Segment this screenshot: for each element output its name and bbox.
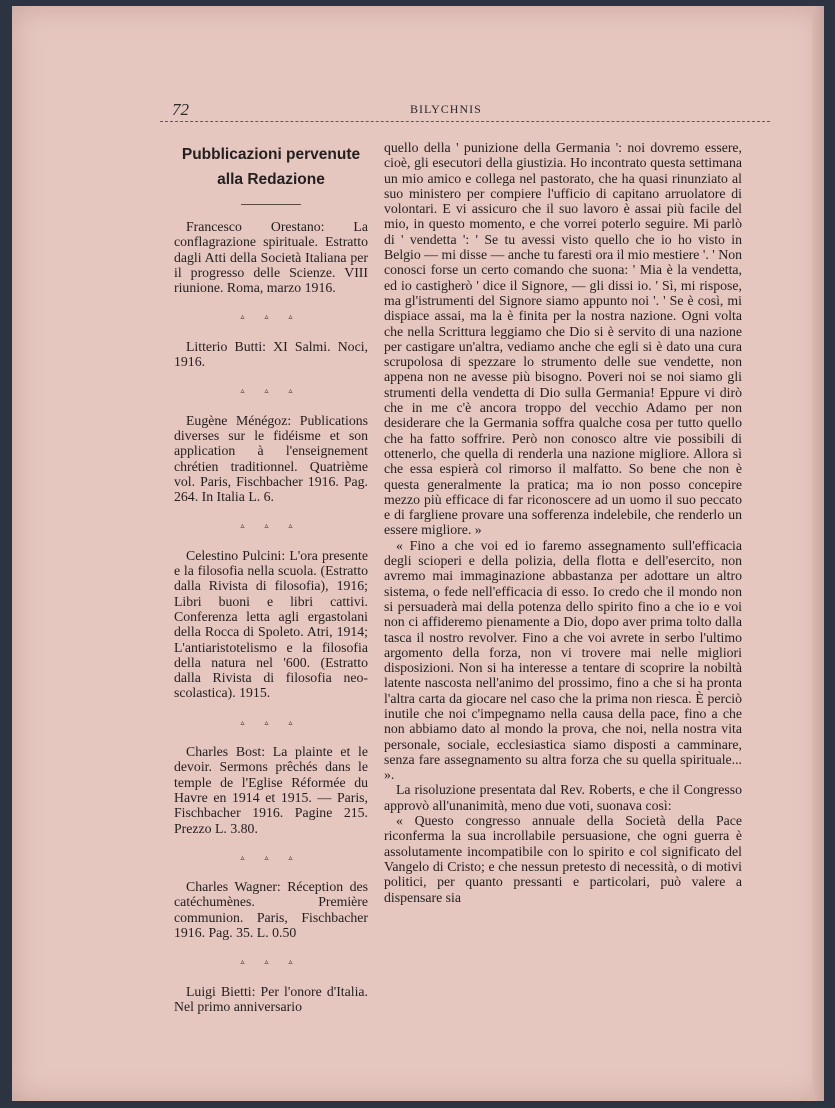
- publication-entry: Charles Bost: La plainte et le devoir. Sermons prêchés dans le temple de l'Eglise Réformée du Havre en 1914 et 1915. — Paris, Fischbacher 1916. Pagine 215. Prezzo L. 3.80.: [174, 744, 368, 836]
- entry-separator: ▵ ▵ ▵: [240, 521, 302, 531]
- entry-separator: ▵ ▵ ▵: [240, 852, 302, 862]
- left-column: [174, 140, 368, 1014]
- publication-entry: Luigi Bietti: Per l'onore d'Italia. Nel primo anniversario: [174, 983, 368, 1014]
- entry-separator: ▵ ▵ ▵: [240, 957, 302, 967]
- publication-entry: Charles Wagner: Réception des catéchumènes. Première communion. Paris, Fischbacher 1916. Pag. 35. L. 0.50: [174, 879, 368, 940]
- page-number: 72: [172, 100, 189, 119]
- publication-entry: Francesco Orestano: La conflagrazione spirituale. Estratto dagli Atti della Società Italiana per il progresso delle Scienze. VIII riunione. Roma, marzo 1916.: [174, 219, 368, 296]
- header-rule: [160, 121, 770, 122]
- entry-separator: ▵ ▵ ▵: [240, 312, 302, 322]
- running-head: BILYCHNIS: [410, 102, 482, 116]
- heading-rule: [241, 204, 301, 205]
- publication-entry: Eugène Ménégoz: Publications diverses sur le fidéisme et son application à l'enseignement chrétien traditionnel. Quatrième vol. Paris, Fischbacher 1916. Pag. 264. In Italia L. 6.: [174, 412, 368, 505]
- body-paragraph: La risoluzione presentata dal Rev. Roberts, e che il Congresso approvò all'unanimità, meno due voti, suonava così:: [384, 782, 742, 813]
- publication-entry: Litterio Butti: XI Salmi. Noci, 1916.: [174, 338, 368, 370]
- section-heading: Pubblicazioni pervenute alla Redazione: [181, 146, 361, 188]
- entry-separator: ▵ ▵ ▵: [240, 386, 302, 396]
- right-column: [384, 140, 742, 905]
- publication-entry: Celestino Pulcini: L'ora presente e la filosofia nella scuola. (Estratto dalla Rivista di filosofia), 1916; Libri buoni e libri cattivi. Conferenza letta agli ergastolani della Rocca di Spoleto. Atri, 1914; L'antiaristotelismo e la filosofia della natura nel '600. (Estratto dalla Rivista di filosofia neo-scolastica). 1915.: [174, 547, 368, 701]
- body-paragraph: « Questo congresso annuale della Società della Pace riconferma la sua incrollabile persuasione, che ogni guerra è assolutamente incompatibile con lo spirito e col significato del Vangelo di Cristo; e che nessun pretesto di necessità, o di motivi politici, per quanto pressanti e particolari, può valere a dispensare sia: [384, 813, 742, 905]
- body-paragraph: « Fino a che voi ed io faremo assegnamento sull'efficacia degli scioperi e della polizia, della flotta e dell'esercito, non avremo mai immaginazione abbastanza per adottare un altro sistema, o fede nell'efficacia di esso. Io credo che il mondo non si persuaderà mai della potenza dello spirito fino a che io e voi non ci affideremo pienamente a Dio, dopo aver prima tolto dalla tasca il nostro revolver. Fino a che voi avrete in serbo l'ultimo argomento della forza, non vi trovere mai nelle migliori disposizioni. Non si ha interesse a tentare di scoprire la nobiltà latente nascosta nell'animo del prossimo, fino a che si ha pronta l'altra carta da giocare nel caso che la prima non riesca. È perciò inutile che noi c'impegnamo nella causa della pace, fino a che non abbiamo dato al mondo la prova, che noi, nella nostra vita personale, sociale, ecclesiastica siamo disposti a camminare, senza fare assegnamento su altra forza che su quella spirituale... ».: [384, 537, 742, 783]
- entry-separator: ▵ ▵ ▵: [240, 717, 302, 727]
- body-paragraph: quello della ' punizione della Germania ': noi dovremo essere, cioè, gli esecutori della giustizia. Ho incontrato questa settimana un mio amico e collega nel pastorato, che ha quasi rinunziato al suo ministero per compiere l'ufficio di capitano arruolatore di volontari. E vi assicuro che il suo lavoro è assai più facile del mio, in questo momento, e che vorrei poterlo seguire. Mi parlò di ' vendetta ': ' Se tu avessi visto quello che io ho visto in Belgio — mi disse — anche tu faresti ora il mio mestiere '. ' Non conosci forse un certo comando che suona: ' Mia è la vendetta, ed io castigherò ' dice il Signore, — gli dissi io. ' Sì, mi rispose, ma gl'istrumenti del Signore siamo appunto noi '. ' Se è così, mi dispiace assai, ma la è finita per la nostra nazione. Ogni volta che nella Scrittura leggiamo che Dio si è servito di una nazione per castigare un'altra, vediamo anche che egli si è dato una cura scrupolosa di spezzare lo strumento delle sue vendette, non appena non ne avesse più bisogno. Poveri noi se noi siamo gli strumenti della vendetta di Dio sulla Germania! Eppure vi dirò che in me c'è ancora troppo del vecchio Adamo per non desiderare che la Germania soffra qualche cosa per tutto quello che ha fatto soffrire. Però non conosco altre vie possibili di ottenerlo, che quella di renderla una nazione migliore. Allora sì che essa espierà col rimorso il malfatto. So bene che non è questa generalmente la pratica; ma io non posso concepire mezzo più efficace di far riconoscere ad un uomo il suo peccato e di fargliene provare una sofferenza indelebile, che renderlo un essere migliore. »: [384, 140, 742, 538]
- page-header: [160, 100, 770, 122]
- page-edge: [812, 6, 824, 1101]
